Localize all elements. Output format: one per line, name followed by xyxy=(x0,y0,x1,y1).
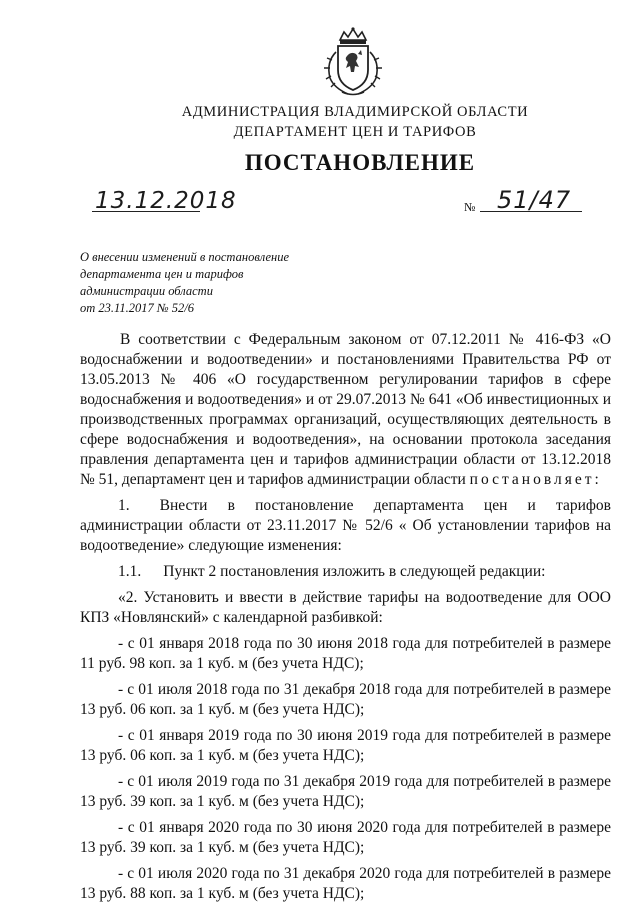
subject-line: О внесении изменений в постановление xyxy=(80,250,290,264)
subject-line: от 23.11.2017 № 52/6 xyxy=(80,301,194,315)
item-1-text: Внести в постановление департамента цен и тарифов администрации области от 23.11.2017 № 52/6 « Об установлении тарифов на водоотведение» следующие изменения: xyxy=(80,497,611,554)
subject-line: департамента цен и тарифов xyxy=(80,267,244,281)
document-body xyxy=(80,330,611,910)
agency-name: АДМИНИСТРАЦИЯ ВЛАДИМИРСКОЙ ОБЛАСТИ xyxy=(181,104,529,120)
tariff-line: - с 01 июля 2019 года по 31 декабря 2019 года для потребителей в размере 13 руб. 39 коп. за 1 куб. м (без учета НДС); xyxy=(80,773,611,810)
document-date: 13.12.2018 xyxy=(95,188,237,214)
preamble-paragraph xyxy=(80,330,611,490)
document-subject xyxy=(80,249,289,317)
item-1-number: 1. xyxy=(118,497,130,514)
number-label: № xyxy=(464,200,476,214)
item-1-1-text: Пункт 2 постановления изложить в следующей редакции: xyxy=(163,563,546,580)
tariff-line: - с 01 января 2019 года по 30 июня 2019 года для потребителей в размере 13 руб. 06 коп. за 1 куб. м (без учета НДС); xyxy=(80,727,611,764)
tariff-line: - с 01 января 2020 года по 30 июня 2020 года для потребителей в размере 13 руб. 39 коп. за 1 куб. м (без учета НДС); xyxy=(80,819,611,856)
department-name: ДЕПАРТАМЕНТ ЦЕН И ТАРИФОВ xyxy=(233,124,477,140)
subject-line: администрации области xyxy=(80,284,213,298)
item-2-intro: «2. Установить и ввести в действие тарифы на водоотведение для ООО КПЗ «Новлянский» с календарной разбивкой: xyxy=(80,589,611,626)
coat-of-arms-emblem xyxy=(318,26,388,98)
number-underline xyxy=(480,211,582,212)
decree-word: постановляет: xyxy=(469,471,602,488)
tariff-line: - с 01 июля 2018 года по 31 декабря 2018 года для потребителей в размере 13 руб. 06 коп. за 1 куб. м (без учета НДС); xyxy=(80,681,611,718)
document-title: ПОСТАНОВЛЕНИЕ xyxy=(244,150,476,175)
tariff-line: - с 01 января 2018 года по 30 июня 2018 года для потребителей в размере 11 руб. 98 коп. за 1 куб. м (без учета НДС); xyxy=(80,635,611,672)
preamble-text: В соответствии с Федеральным законом от 07.12.2011 № 416-ФЗ «О водоснабжении и водоотведении» и постановлениями Правительства РФ от 13.05.2013 № 406 «О государственном регулировании тарифов в сфере водоснабжения и водоотведения» и от 29.07.2013 № 641 «Об инвестиционных и производственных программах организаций, осуществляющих деятельность в сфере водоснабжения и водоотведения», на основании протокола заседания правления департамента цен и тарифов администрации области от 13.12.2018 № 51, департамент цен и тарифов администрации области xyxy=(80,331,611,488)
item-1-paragraph xyxy=(80,496,611,556)
date-underline xyxy=(92,211,200,212)
item-1-1-paragraph xyxy=(80,562,611,582)
document-number: 51/47 xyxy=(497,186,572,214)
item-1-1-number: 1.1. xyxy=(118,563,142,580)
tariff-line: - с 01 июля 2020 года по 31 декабря 2020 года для потребителей в размере 13 руб. 88 коп. за 1 куб. м (без учета НДС); xyxy=(80,865,611,902)
